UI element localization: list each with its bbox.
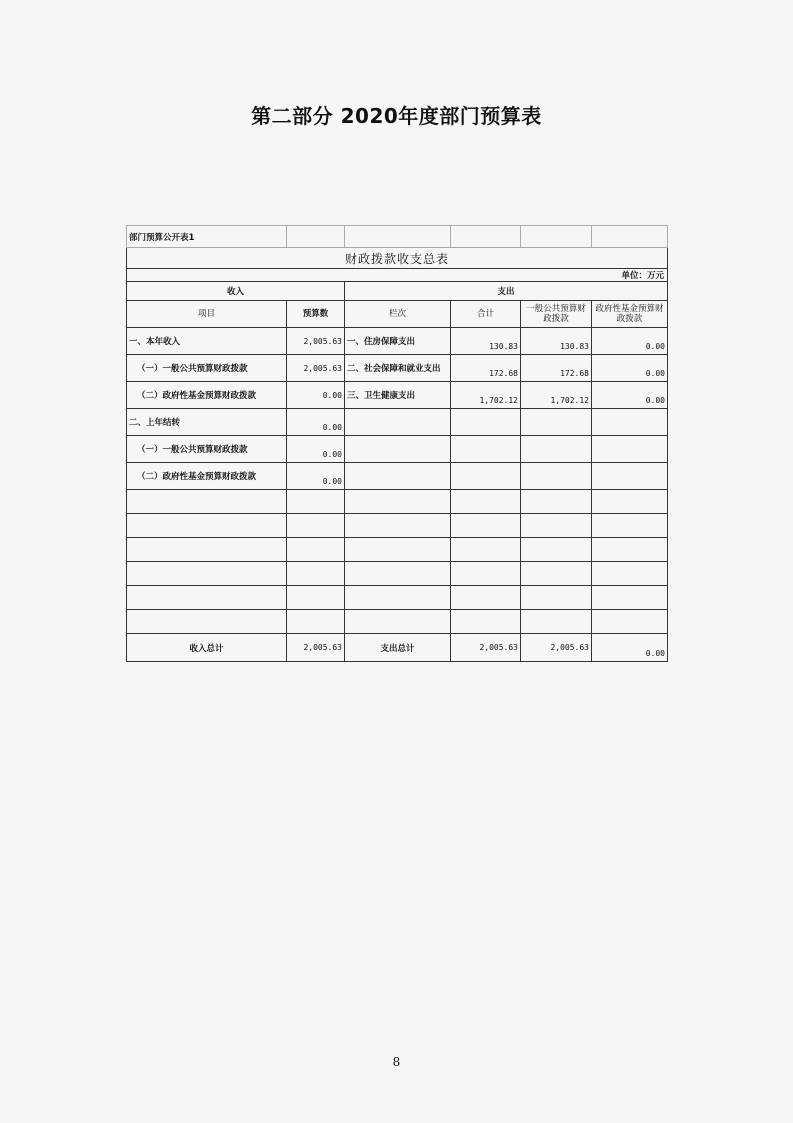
column-header-row (127, 301, 668, 328)
row-general: 172.68 (521, 355, 592, 382)
table-row (127, 436, 668, 463)
table-row (127, 328, 668, 355)
row-budget: 2,005.63 (287, 328, 345, 355)
empty-row (127, 514, 668, 538)
row-category (345, 463, 451, 490)
col-header-fund: 政府性基金预算财政拨款 (592, 301, 668, 328)
row-total (451, 409, 521, 436)
empty-row (127, 562, 668, 586)
row-fund (592, 463, 668, 490)
expense-total-value: 2,005.63 (451, 634, 521, 662)
row-budget: 0.00 (287, 382, 345, 409)
income-header: 收入 (127, 282, 345, 301)
row-fund: 0.00 (592, 355, 668, 382)
table-row (127, 355, 668, 382)
row-fund: 0.00 (592, 382, 668, 409)
row-category: 二、社会保障和就业支出 (345, 355, 451, 382)
row-budget: 0.00 (287, 409, 345, 436)
unit-row (127, 269, 668, 282)
page-number: 8 (392, 1055, 401, 1069)
caption-row (127, 248, 668, 269)
totals-row (127, 634, 668, 662)
row-total: 1,702.12 (451, 382, 521, 409)
expense-header: 支出 (345, 282, 668, 301)
row-budget: 2,005.63 (287, 355, 345, 382)
row-item: （二）政府性基金预算财政拨款 (127, 463, 287, 490)
row-general (521, 436, 592, 463)
expense-total-label: 支出总计 (345, 634, 451, 662)
table-caption: 财政拨款收支总表 (127, 248, 668, 269)
row-item: （二）政府性基金预算财政拨款 (127, 382, 287, 409)
empty-row (127, 490, 668, 514)
empty-row (127, 586, 668, 610)
income-total-value: 2,005.63 (287, 634, 345, 662)
row-category: 一、住房保障支出 (345, 328, 451, 355)
row-category (345, 436, 451, 463)
expense-fund-value: 0.00 (592, 634, 668, 662)
budget-summary-table (126, 225, 668, 662)
table-row (127, 382, 668, 409)
row-general: 130.83 (521, 328, 592, 355)
col-header-item: 项目 (127, 301, 287, 328)
row-fund: 0.00 (592, 328, 668, 355)
row-general (521, 463, 592, 490)
col-header-budget: 预算数 (287, 301, 345, 328)
row-general (521, 409, 592, 436)
row-item: 一、本年收入 (127, 328, 287, 355)
row-fund (592, 436, 668, 463)
row-fund (592, 409, 668, 436)
row-category (345, 409, 451, 436)
income-total-label: 收入总计 (127, 634, 287, 662)
budget-table-sheet (126, 225, 667, 662)
table-row (127, 409, 668, 436)
row-category: 三、卫生健康支出 (345, 382, 451, 409)
empty-row (127, 610, 668, 634)
empty-row (127, 538, 668, 562)
col-header-total: 合计 (451, 301, 521, 328)
sheet-label-row (127, 226, 668, 248)
row-item: 二、上年结转 (127, 409, 287, 436)
sheet-label: 部门预算公开表1 (127, 226, 287, 248)
col-header-category: 栏次 (345, 301, 451, 328)
row-general: 1,702.12 (521, 382, 592, 409)
table-row (127, 463, 668, 490)
row-total (451, 436, 521, 463)
row-budget: 0.00 (287, 463, 345, 490)
col-header-general: 一般公共预算财政拨款 (521, 301, 592, 328)
group-header-row (127, 282, 668, 301)
row-budget: 0.00 (287, 436, 345, 463)
row-total (451, 463, 521, 490)
expense-general-value: 2,005.63 (521, 634, 592, 662)
page-title: 第二部分 2020年度部门预算表 (251, 104, 542, 128)
row-item: （一）一般公共预算财政拨款 (127, 436, 287, 463)
row-item: （一）一般公共预算财政拨款 (127, 355, 287, 382)
row-total: 130.83 (451, 328, 521, 355)
row-total: 172.68 (451, 355, 521, 382)
unit-label: 单位：万元 (127, 269, 668, 282)
